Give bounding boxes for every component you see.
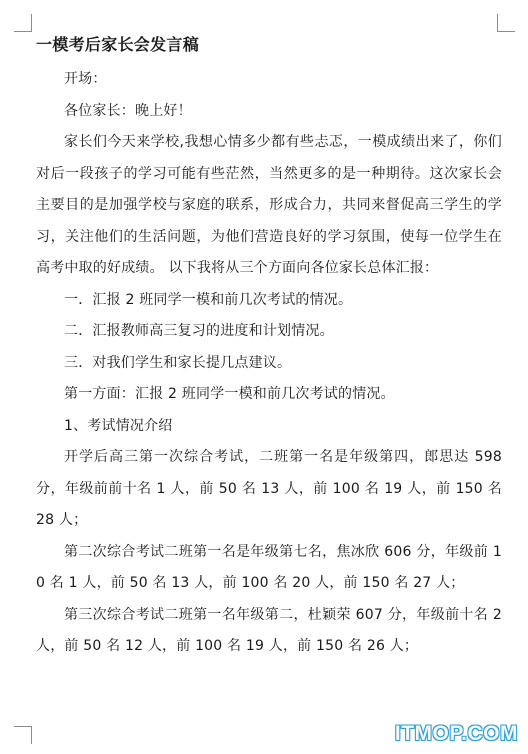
site-watermark-logo: ITMOP.COM — [394, 722, 518, 745]
crop-mark-bottom-left-vertical — [31, 726, 32, 744]
crop-mark-top-right-horizontal — [497, 31, 515, 32]
paragraph-outline-item-2: 二．汇报教师高三复习的进度和计划情况。 — [64, 323, 334, 339]
paragraph-exam-result-2: 第二次综合考试二班第一名是年级第七名，焦冰欣 606 分，年级前 10 名 1 人，前 50 名 13 人，前 100 名 20 人，前 150 名 27 人； — [36, 543, 502, 591]
paragraph-introduction: 家长们今天来学校,我想心情多少都有些忐忑，一模成绩出来了，你们对后一段孩子的学习可能有些茫然，当然更多的是一种期待。这次家长会主要目的是加强学校与家庭的联系，形成合力，共同来督促高三学生的学习，关注他们的生活问题，为他们营造良好的学习氛围，使每一位学生在高考中取的好成绩。 以下我将从三个方面向各位家长总体汇报： — [36, 134, 502, 276]
paragraph-exam-result-1: 开学后高三第一次综合考试，二班第一名是年级第四，郎思达 598 分，年级前前十名 1 人，前 50 名 13 人，前 100 名 19 人，前 150 名 28 人； — [36, 449, 502, 528]
paragraph-exam-result-3: 第三次综合考试二班第一名年级第二，杜颖荣 607 分，年级前十名 2 人，前 50 名 12 人，前 100 名 19 人，前 150 名 26 人； — [36, 606, 502, 654]
crop-mark-top-right-vertical — [497, 14, 498, 32]
paragraph-outline-item-3: 三．对我们学生和家长提几点建议。 — [64, 354, 292, 371]
crop-mark-bottom-left-horizontal — [14, 726, 32, 727]
paragraph-outline-item-1: 一．汇报 2 班同学一模和前几次考试的情况。 — [64, 291, 353, 308]
document-body — [36, 34, 502, 663]
paragraph-list — [36, 64, 502, 663]
paragraph-section-1-heading: 第一方面：汇报 2 班同学一模和前几次考试的情况。 — [64, 386, 395, 402]
crop-mark-top-left-horizontal — [14, 31, 32, 32]
paragraph-greeting: 各位家长：晚上好！ — [64, 102, 192, 119]
document-title: 一模考后家长会发言稿 — [36, 35, 200, 54]
paragraph-opening-label: 开场： — [64, 71, 107, 87]
crop-mark-top-left-vertical — [31, 14, 32, 32]
paragraph-subsection-heading: 1、考试情况介绍 — [64, 417, 173, 434]
